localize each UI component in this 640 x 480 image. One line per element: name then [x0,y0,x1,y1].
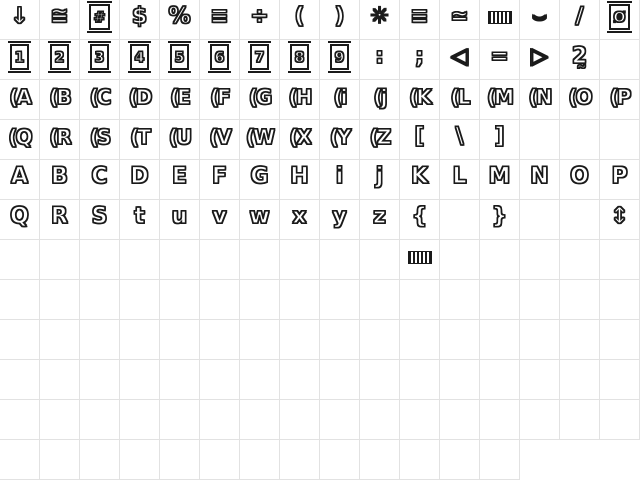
empty-cell [320,320,360,360]
glyph-cell-lower-v[interactable] [200,200,240,240]
empty-cell [40,280,80,320]
glyph-cell-plus[interactable] [400,0,440,40]
empty-cell [280,400,320,440]
glyph-cell-lower-d[interactable] [120,160,160,200]
empty-cell [440,200,480,240]
glyph-semicolon: ; [415,44,424,69]
grid-void [560,440,600,480]
glyph-lower-x: x [292,204,307,229]
glyph-cell-question[interactable] [560,40,600,80]
glyph-upper-S: (S [89,125,110,149]
empty-cell [400,320,440,360]
glyph-lower-o: O [570,164,589,189]
glyph-digit-6: 6 [214,50,225,67]
glyph-exclamation: ↓ [10,4,29,29]
empty-cell [280,440,320,480]
hatch-block-icon [408,251,432,264]
empty-cell [440,240,480,280]
empty-cell [560,320,600,360]
empty-cell [40,240,80,280]
empty-cell [440,400,480,440]
glyph-cell-exclamation[interactable] [0,0,40,40]
empty-cell [560,400,600,440]
scroll-frame [250,44,270,69]
glyph-cell-parenright[interactable] [320,0,360,40]
empty-cell [520,280,560,320]
glyph-cell-hatch-block[interactable] [400,240,440,280]
empty-cell [520,320,560,360]
glyph-cell-upper-S[interactable] [80,120,120,160]
hyphen-icon [488,11,512,24]
glyph-cell-lower-s[interactable] [80,200,120,240]
empty-cell [0,360,40,400]
empty-cell [440,320,480,360]
scroll-frame [210,44,230,69]
glyph-numbersign: # [93,10,106,27]
empty-cell [360,400,400,440]
empty-cell [400,360,440,400]
glyph-cell-backslash[interactable] [440,120,480,160]
empty-cell [240,320,280,360]
glyph-cell-numbersign[interactable] [80,0,120,40]
empty-cell [520,360,560,400]
glyph-cell-lower-m[interactable] [480,160,520,200]
glyph-cell-bracketleft[interactable] [400,120,440,160]
empty-cell [400,280,440,320]
empty-cell [360,440,400,480]
glyph-period: ⌣ [532,4,547,29]
empty-cell [80,280,120,320]
glyph-cell-lower-p[interactable] [600,160,640,200]
glyph-lower-v: v [212,204,227,229]
glyph-cell-digit-4[interactable] [120,40,160,80]
glyph-comma: ≃ [450,4,469,29]
glyph-cell-lower-j[interactable] [360,160,400,200]
glyph-upper-A: (A [9,85,30,109]
glyph-lower-r: R [51,204,68,229]
glyph-cell-digit-2[interactable] [40,40,80,80]
empty-cell [160,320,200,360]
glyph-cell-upper-F[interactable] [200,80,240,120]
glyph-upper-C: (C [89,85,110,109]
glyph-digit-3: 3 [94,50,105,67]
empty-cell [480,440,520,480]
glyph-bracketright: ] [494,124,505,149]
empty-cell [120,240,160,280]
glyph-lower-k: K [410,164,429,189]
glyph-lower-s: S [91,204,108,229]
glyph-cell-semicolon[interactable] [400,40,440,80]
glyph-lower-m: M [488,164,511,189]
glyph-lower-g: G [250,164,269,189]
glyph-cell-digit-5[interactable] [160,40,200,80]
scroll-frame [50,44,70,69]
glyph-cell-upper-V[interactable] [200,120,240,160]
empty-cell [120,360,160,400]
glyph-lower-y: y [332,204,347,229]
glyph-lower-t: t [134,204,145,229]
empty-cell [400,440,440,480]
glyph-cell-upper-O[interactable] [560,80,600,120]
glyph-lower-u: u [171,204,188,229]
glyph-upper-Y: (Y [329,125,350,149]
glyph-cell-lower-c[interactable] [80,160,120,200]
glyph-upper-X: (X [289,125,310,149]
glyph-cell-upper-G[interactable] [240,80,280,120]
glyph-cell-braceright[interactable] [480,200,520,240]
glyph-upper-T: (T [130,125,149,149]
scroll-frame [609,4,631,29]
empty-cell [200,280,240,320]
glyph-upper-Z: (Z [369,125,390,149]
glyph-cell-upper-U[interactable] [160,120,200,160]
glyph-lower-b: B [51,164,68,189]
empty-cell [320,280,360,320]
scroll-frame [130,44,150,69]
empty-cell [360,360,400,400]
glyph-digit-2: 2 [54,50,65,67]
glyph-cell-upper-Q[interactable] [0,120,40,160]
glyph-cell-upper-K[interactable] [400,80,440,120]
empty-cell [480,320,520,360]
glyph-cell-dollar[interactable] [120,0,160,40]
glyph-cell-hyphen[interactable] [480,0,520,40]
glyph-cell-digit-8[interactable] [280,40,320,80]
glyph-digit-0: Ø [613,10,626,27]
glyph-question: 2̰ [571,44,588,69]
empty-cell [200,360,240,400]
empty-cell [280,360,320,400]
glyph-cell-lower-e[interactable] [160,160,200,200]
glyph-cell-upper-X[interactable] [280,120,320,160]
glyph-cell-upper-D[interactable] [120,80,160,120]
empty-cell [440,280,480,320]
glyph-lower-n: N [530,164,549,189]
empty-cell [160,440,200,480]
scroll-frame [90,44,110,69]
glyph-upper-W: (W [245,125,274,149]
glyph-parenright: ) [334,4,345,29]
empty-cell [440,360,480,400]
glyph-cell-lower-t[interactable] [120,200,160,240]
glyph-bracketleft: [ [414,124,425,149]
empty-cell [200,440,240,480]
glyph-cell-digit-1[interactable] [0,40,40,80]
glyph-cell-upper-L[interactable] [440,80,480,120]
glyph-lower-p: P [611,164,628,189]
grid-void [520,440,560,480]
glyph-cell-lower-i[interactable] [320,160,360,200]
glyph-cell-upper-A[interactable] [0,80,40,120]
empty-cell [600,280,640,320]
glyph-equals: = [490,44,509,69]
glyph-cell-period[interactable] [520,0,560,40]
glyph-cell-lower-o[interactable] [560,160,600,200]
empty-cell [200,400,240,440]
empty-cell [120,400,160,440]
empty-cell [200,320,240,360]
glyph-apostrophe: ÷ [250,4,269,29]
glyph-cell-lower-x[interactable] [280,200,320,240]
glyph-cell-upper-T[interactable] [120,120,160,160]
glyph-cell-ornament-updown[interactable] [600,200,640,240]
glyph-cell-upper-N[interactable] [520,80,560,120]
empty-cell [200,240,240,280]
empty-cell [40,320,80,360]
empty-cell [240,280,280,320]
empty-cell [240,360,280,400]
empty-cell [0,240,40,280]
empty-cell [40,360,80,400]
empty-cell [480,280,520,320]
glyph-cell-upper-I[interactable] [320,80,360,120]
empty-cell [0,400,40,440]
scroll-frame [330,44,350,69]
glyph-greater-than: ▷ [531,44,548,69]
grid-void [600,440,640,480]
glyph-cell-upper-R[interactable] [40,120,80,160]
glyph-cell-upper-W[interactable] [240,120,280,160]
glyph-upper-E: (E [170,85,189,109]
empty-cell [240,400,280,440]
glyph-digit-1: 1 [14,50,25,67]
empty-cell [480,400,520,440]
empty-cell [0,440,40,480]
glyph-cell-apostrophe[interactable] [240,0,280,40]
glyph-upper-Q: (Q [8,125,31,149]
empty-cell [600,320,640,360]
empty-cell [520,200,560,240]
scroll-frame [170,44,190,69]
empty-cell [360,280,400,320]
glyph-cell-upper-Z[interactable] [360,120,400,160]
empty-cell [560,200,600,240]
glyph-digit-4: 4 [134,50,145,67]
empty-cell [80,360,120,400]
empty-cell [120,320,160,360]
empty-cell [160,400,200,440]
glyph-ampersand: ≡ [210,4,229,29]
empty-cell [0,320,40,360]
empty-cell [160,240,200,280]
glyph-digit-7: 7 [254,50,265,67]
glyph-cell-lower-b[interactable] [40,160,80,200]
glyph-slash: / [575,4,584,29]
empty-cell [480,240,520,280]
glyph-percent: % [168,4,191,29]
glyph-lower-d: D [130,164,149,189]
empty-cell [80,440,120,480]
empty-cell [80,240,120,280]
glyph-digit-9: 9 [334,50,345,67]
empty-cell [400,400,440,440]
glyph-upper-R: (R [49,125,70,149]
glyph-cell-lower-w[interactable] [240,200,280,240]
empty-cell [600,240,640,280]
glyph-cell-upper-C[interactable] [80,80,120,120]
glyph-cell-lower-g[interactable] [240,160,280,200]
glyph-cell-colon[interactable] [360,40,400,80]
empty-cell [520,120,560,160]
empty-cell [520,240,560,280]
empty-cell [480,360,520,400]
glyph-cell-digit-9[interactable] [320,40,360,80]
glyph-upper-K: (K [409,85,430,109]
glyph-cell-lower-z[interactable] [360,200,400,240]
empty-cell [40,400,80,440]
glyph-cell-digit-7[interactable] [240,40,280,80]
glyph-cell-less-than[interactable] [440,40,480,80]
glyph-cell-upper-P[interactable] [600,80,640,120]
glyph-upper-H: (H [288,85,311,109]
empty-cell [520,400,560,440]
empty-cell [320,360,360,400]
glyph-less-than: ◁ [451,44,468,69]
glyph-cell-upper-B[interactable] [40,80,80,120]
glyph-lower-w: w [249,204,270,229]
glyph-cell-digit-3[interactable] [80,40,120,80]
empty-cell [600,40,640,80]
glyph-lower-h: H [290,164,309,189]
empty-cell [560,280,600,320]
glyph-lower-c: C [91,164,108,189]
empty-cell [360,240,400,280]
glyph-cell-slash[interactable] [560,0,600,40]
glyph-cell-percent[interactable] [160,0,200,40]
empty-cell [600,400,640,440]
glyph-lower-l: L [452,164,467,189]
empty-cell [560,120,600,160]
glyph-cell-comma[interactable] [440,0,480,40]
glyph-dollar: $ [131,4,148,29]
glyph-upper-P: (P [609,85,630,109]
glyph-braceright: } [491,204,508,229]
glyph-upper-V: (V [209,125,230,149]
empty-cell [320,440,360,480]
glyph-cell-greater-than[interactable] [520,40,560,80]
glyph-cell-braceleft[interactable] [400,200,440,240]
glyph-upper-D: (D [128,85,151,109]
glyph-upper-G: (G [248,85,271,109]
glyph-cell-lower-k[interactable] [400,160,440,200]
glyph-cell-lower-r[interactable] [40,200,80,240]
glyph-upper-I: (i [333,85,346,109]
empty-cell [320,400,360,440]
empty-cell [280,280,320,320]
empty-cell [160,280,200,320]
glyph-lower-j: j [375,164,384,189]
empty-cell [280,240,320,280]
glyph-digit-8: 8 [294,50,305,67]
glyph-braceleft: { [411,204,428,229]
glyph-upper-F: (F [210,85,229,109]
empty-cell [280,320,320,360]
empty-cell [120,280,160,320]
scroll-frame [10,44,30,69]
glyph-cell-equals[interactable] [480,40,520,80]
empty-cell [80,400,120,440]
glyph-cell-digit-6[interactable] [200,40,240,80]
empty-cell [240,240,280,280]
glyph-cell-bracketright[interactable] [480,120,520,160]
empty-cell [160,360,200,400]
glyph-lower-f: F [211,164,228,189]
glyph-parenleft: ( [294,4,305,29]
glyph-colon: : [375,44,384,69]
glyph-cell-lower-l[interactable] [440,160,480,200]
glyph-ornament-updown: ↕ [610,204,629,229]
glyph-cell-upper-H[interactable] [280,80,320,120]
glyph-lower-a: A [10,164,29,189]
glyph-plus: ≡ [410,4,429,29]
glyph-cell-asterisk[interactable] [360,0,400,40]
glyph-upper-J: (j [373,85,386,109]
empty-cell [120,440,160,480]
glyph-cell-digit-0[interactable] [600,0,640,40]
glyph-cell-lower-n[interactable] [520,160,560,200]
empty-cell [320,240,360,280]
empty-cell [0,280,40,320]
scroll-frame [290,44,310,69]
empty-cell [560,360,600,400]
glyph-cell-upper-J[interactable] [360,80,400,120]
glyph-cell-lower-q[interactable] [0,200,40,240]
glyph-lower-z: z [373,204,386,229]
glyph-quotedbl: ≅ [50,4,69,29]
empty-cell [40,440,80,480]
glyph-cell-lower-f[interactable] [200,160,240,200]
glyph-upper-U: (U [168,125,191,149]
glyph-lower-q: Q [10,204,29,229]
empty-cell [440,440,480,480]
glyph-digit-5: 5 [174,50,185,67]
glyph-cell-upper-Y[interactable] [320,120,360,160]
glyph-upper-O: (O [568,85,591,109]
glyph-upper-N: (N [528,85,551,109]
glyph-asterisk: ☼ [369,4,390,29]
glyph-upper-B: (B [49,85,70,109]
glyph-upper-L: (L [450,85,469,109]
glyph-upper-M: (M [486,85,513,109]
scroll-frame [89,4,111,29]
empty-cell [80,320,120,360]
empty-cell [240,440,280,480]
glyph-cell-lower-a[interactable] [0,160,40,200]
glyph-cell-ampersand[interactable] [200,0,240,40]
empty-cell [360,320,400,360]
glyph-cell-lower-y[interactable] [320,200,360,240]
glyph-cell-upper-E[interactable] [160,80,200,120]
glyph-cell-upper-M[interactable] [480,80,520,120]
glyph-cell-parenleft[interactable] [280,0,320,40]
glyph-lower-i: i [335,164,344,189]
glyph-cell-lower-u[interactable] [160,200,200,240]
empty-cell [600,360,640,400]
empty-cell [600,120,640,160]
glyph-cell-quotedbl[interactable] [40,0,80,40]
empty-cell [560,240,600,280]
glyph-backslash: \ [455,124,464,149]
glyph-lower-e: E [171,164,188,189]
glyph-cell-lower-h[interactable] [280,160,320,200]
